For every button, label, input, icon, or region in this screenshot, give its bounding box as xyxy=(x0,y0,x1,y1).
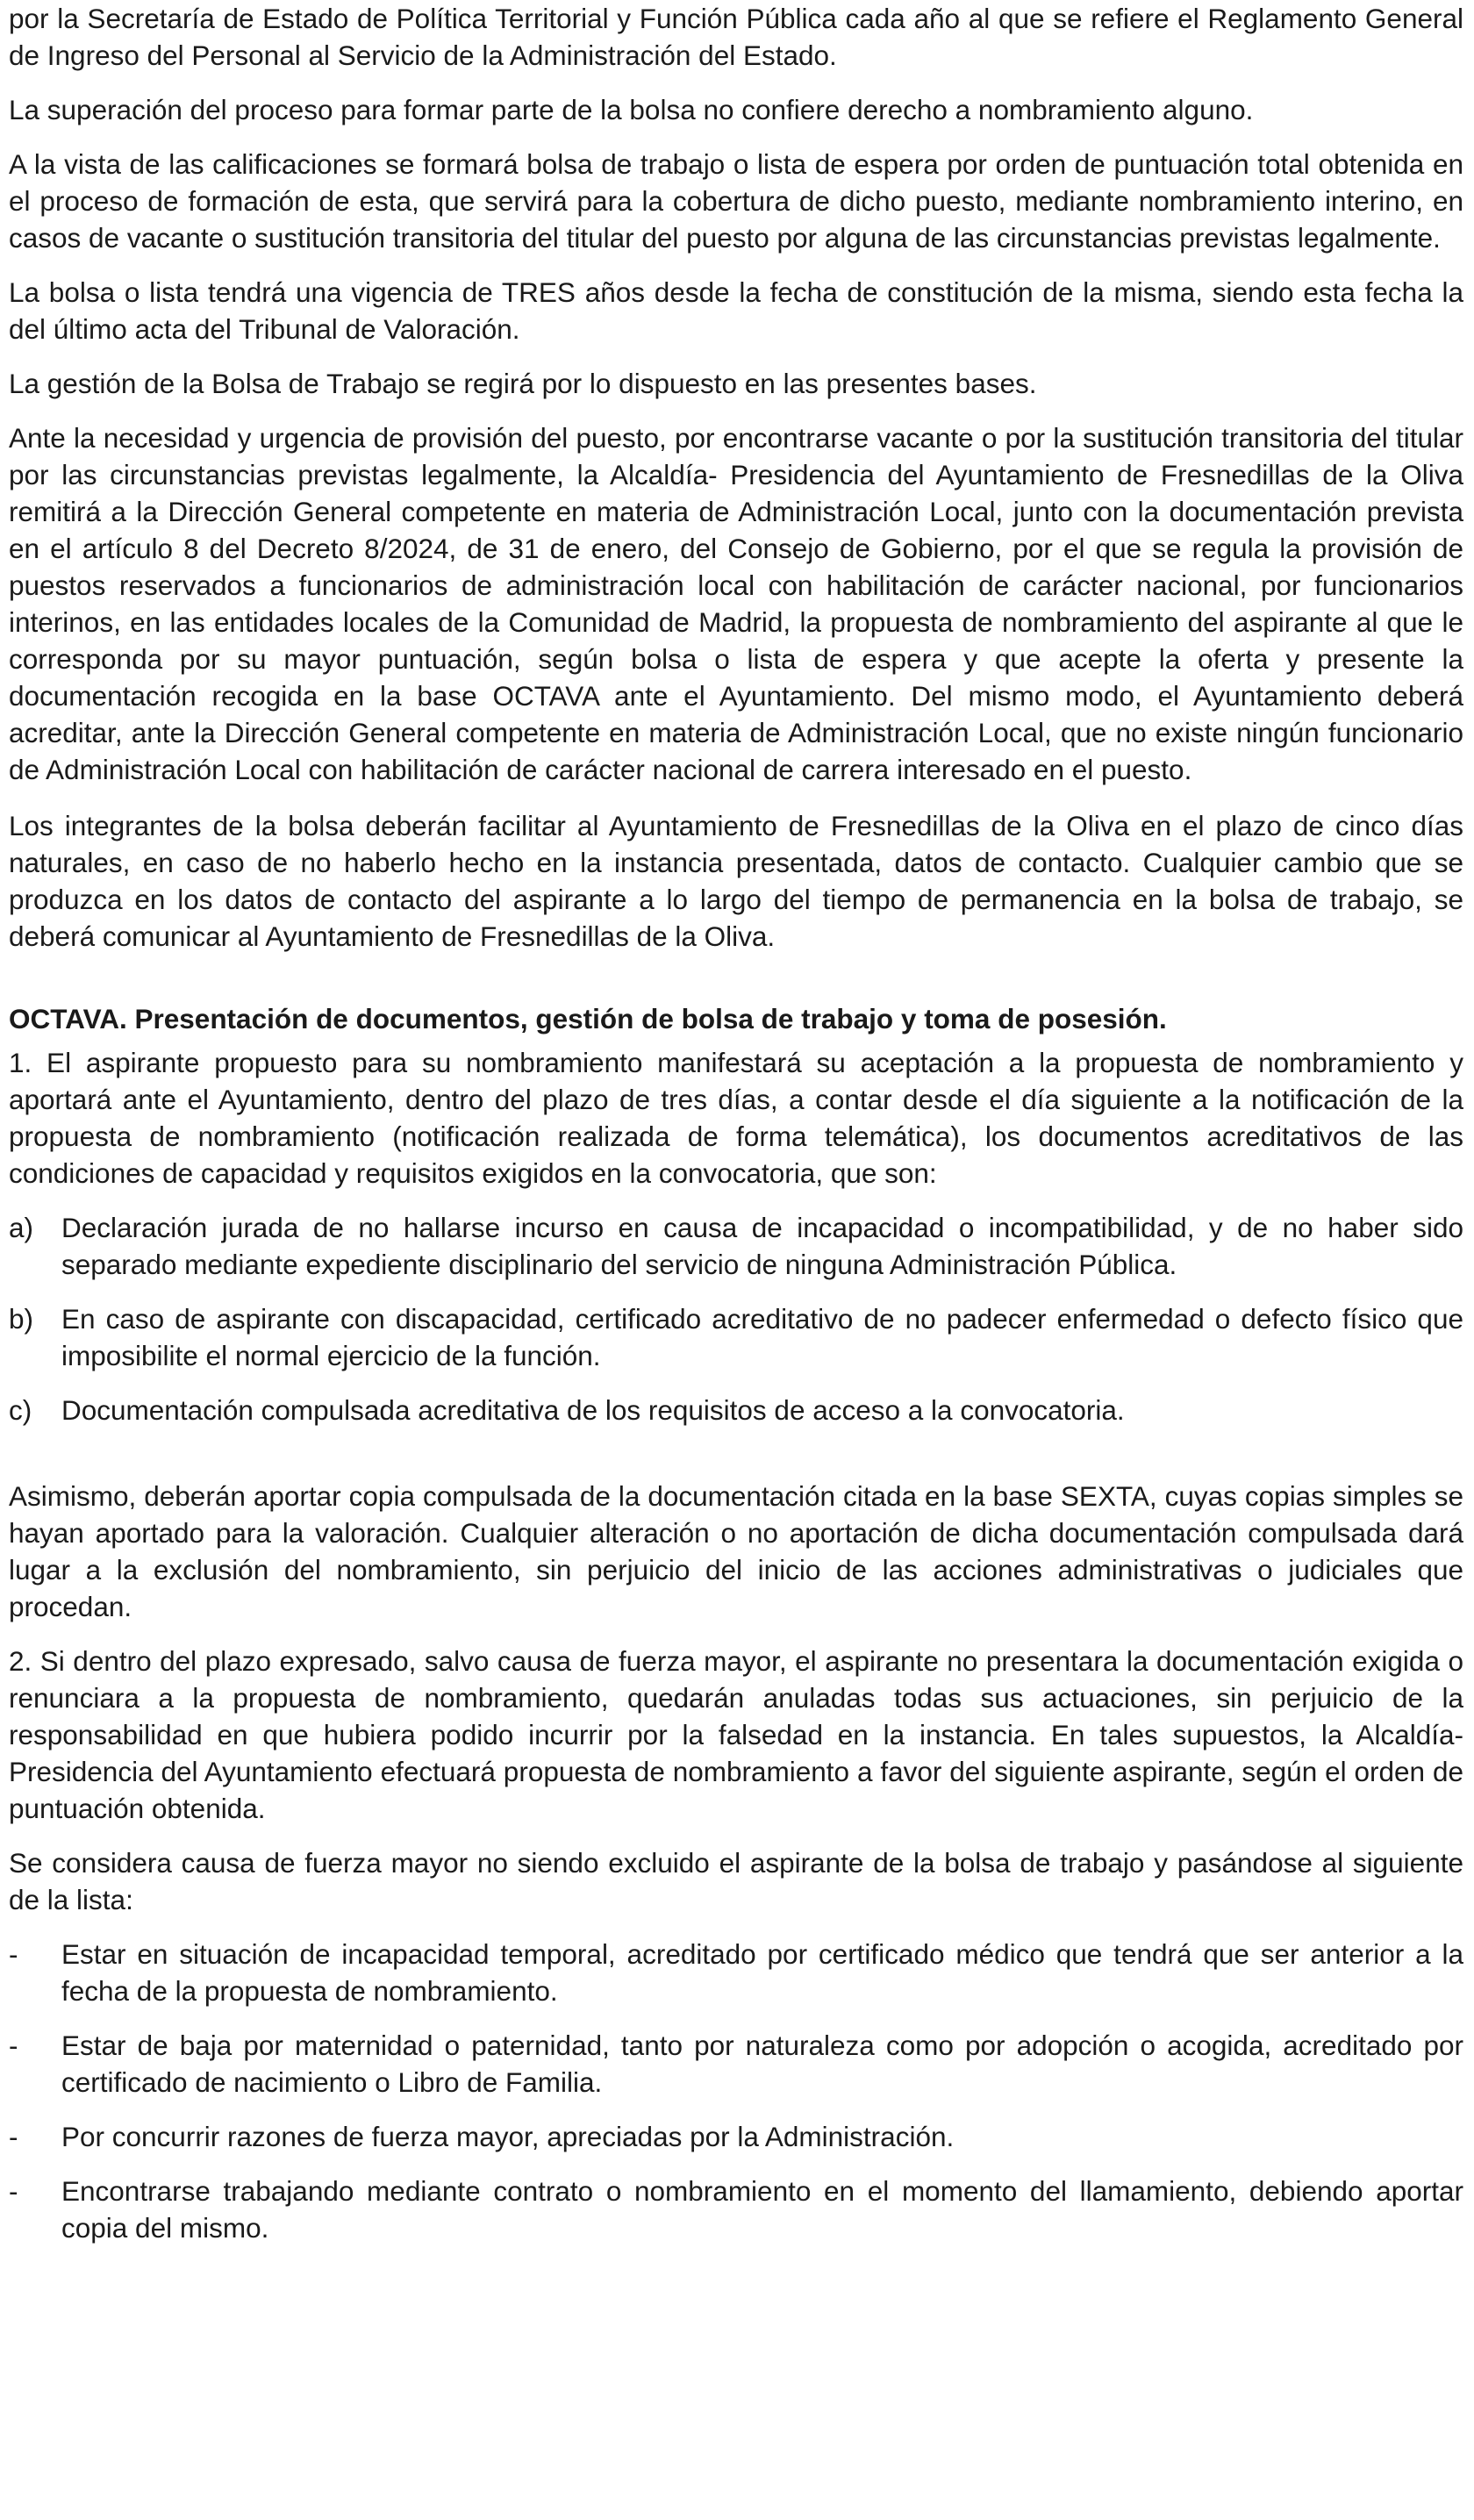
list-marker: a) xyxy=(9,1212,34,1243)
list-item xyxy=(9,2027,1463,2101)
paragraph-vigencia: La bolsa o lista tendrá una vigencia de TRES años desde la fecha de constitución de la misma, siendo esta fecha la del último acta del Tribunal de Valoración. xyxy=(9,276,1463,345)
lettered-list xyxy=(9,1209,1463,1428)
paragraph-no-derecho: La superación del proceso para formar parte de la bolsa no confiere derecho a nombramiento alguno. xyxy=(9,94,1254,125)
list-item xyxy=(9,2173,1463,2246)
dash-list xyxy=(9,1936,1463,2246)
paragraph-fuerza-mayor: Se considera causa de fuerza mayor no siendo excluido el aspirante de la bolsa de trabajo y pasándose al siguiente de la lista: xyxy=(9,1847,1463,1915)
list-item-text: En caso de aspirante con discapacidad, certificado acreditativo de no padecer enfermedad o defecto físico que imposibilite el normal ejercicio de la función. xyxy=(61,1303,1463,1371)
list-item xyxy=(9,1392,1463,1428)
paragraph-contacto: Los integrantes de la bolsa deberán facilitar al Ayuntamiento de Fresnedillas de la Oliva en el plazo de cinco días naturales, en caso de no haberlo hecho en la instancia presentada, datos de contacto. Cualquier cambio que se produzca en los datos de contacto del aspirante a lo largo del tiempo de permanencia en la bolsa de trabajo, se deberá comunicar al Ayuntamiento de Fresnedillas de la Oliva. xyxy=(9,810,1463,952)
paragraph-point-2: 2. Si dentro del plazo expresado, salvo causa de fuerza mayor, el aspirante no presentara la documentación exigida o renunciara a la propuesta de nombramiento, quedarán anuladas todas sus actuaciones, sin perjuicio de la responsabilidad en que hubiera podido incurrir por la falsedad en la instancia. En tales supuestos, la Alcaldía- Presidencia del Ayuntamiento efectuará propuesta de nombramiento a favor del siguiente aspirante, según el orden de puntuación obtenida. xyxy=(9,1645,1463,1824)
list-marker: b) xyxy=(9,1303,34,1335)
list-item-text: Estar en situación de incapacidad temporal, acreditado por certificado médico que tendrá que ser anterior a la fecha de la propuesta de nombramiento. xyxy=(61,1938,1463,2007)
list-item xyxy=(9,1936,1463,2009)
list-item xyxy=(9,1300,1463,1374)
paragraph-bolsa-trabajo: A la vista de las calificaciones se formará bolsa de trabajo o lista de espera por orden de puntuación total obtenida en el proceso de formación de esta, que servirá para la cobertura de dicho puesto, mediante nombramiento interino, en casos de vacante o sustitución transitoria del titular del puesto por alguna de las circunstancias previstas legalmente. xyxy=(9,148,1463,254)
list-item xyxy=(9,1209,1463,1283)
list-marker: - xyxy=(9,2175,18,2207)
list-marker: - xyxy=(9,1938,18,1970)
paragraph-gestion: La gestión de la Bolsa de Trabajo se regirá por lo dispuesto en las presentes bases. xyxy=(9,368,1037,399)
list-item-text: Estar de baja por maternidad o paternidad, tanto por naturaleza como por adopción o acogida, acreditado por certificado de nacimiento o Libro de Familia. xyxy=(61,2030,1463,2098)
list-marker: - xyxy=(9,2030,18,2061)
paragraph-point-1: 1. El aspirante propuesto para su nombramiento manifestará su aceptación a la propuesta de nombramiento y aportará ante el Ayuntamiento, dentro del plazo de tres días, a contar desde el día siguiente a la notificación de la propuesta de nombramiento (notificación realizada de forma telemática), los documentos acreditativos de las condiciones de capacidad y requisitos exigidos en la convocatoria, que son: xyxy=(9,1047,1463,1189)
paragraph-provision: Ante la necesidad y urgencia de provisión del puesto, por encontrarse vacante o por la sustitución transitoria del titular por las circunstancias previstas legalmente, la Alcaldía- Presidencia del Ayuntamiento de Fresnedillas de la Oliva remitirá a la Dirección General competente en materia de Administración Local, junto con la documentación prevista en el artículo 8 del Decreto 8/2024, de 31 de enero, del Consejo de Gobierno, por el que se regula la provisión de puestos reservados a funcionarios de administración local con habilitación de carácter nacional, por funcionarios interinos, en las entidades locales de la Comunidad de Madrid, la propuesta de nombramiento del aspirante al que le corresponda por su mayor puntuación, según bolsa o lista de espera y que acepte la oferta y presente la documentación recogida en la base OCTAVA ante el Ayuntamiento. Del mismo modo, el Ayuntamiento deberá acreditar, ante la Dirección General competente en materia de Administración Local, que no existe ningún funcionario de Administración Local con habilitación de carácter nacional de carrera interesado en el puesto. xyxy=(9,422,1463,785)
list-item-text: Por concurrir razones de fuerza mayor, apreciadas por la Administración. xyxy=(61,2121,955,2152)
section-heading-octava: OCTAVA. Presentación de documentos, gestión de bolsa de trabajo y toma de posesión. xyxy=(9,1003,1167,1034)
paragraph-asimismo: Asimismo, deberán aportar copia compulsada de la documentación citada en la base SEXTA, cuyas copias simples se hayan aportado para la valoración. Cualquier alteración o no aportación de dicha documentación compulsada dará lugar a la exclusión del nombramiento, sin perjuicio del inicio de las acciones administrativas o judiciales que procedan. xyxy=(9,1480,1463,1622)
list-marker: - xyxy=(9,2121,18,2152)
list-item-text: Documentación compulsada acreditativa de los requisitos de acceso a la convocatoria. xyxy=(61,1394,1125,1426)
list-item-text: Encontrarse trabajando mediante contrato o nombramiento en el momento del llamamiento, debiendo aportar copia del mismo. xyxy=(61,2175,1463,2244)
list-item-text: Declaración jurada de no hallarse incurso en causa de incapacidad o incompatibilidad, y de no haber sido separado mediante expediente disciplinario del servicio de ninguna Administración Pública. xyxy=(61,1212,1463,1280)
document-page xyxy=(9,0,1463,2246)
paragraph-secretaria: por la Secretaría de Estado de Política Territorial y Función Pública cada año al que se refiere el Reglamento General de Ingreso del Personal al Servicio de la Administración del Estado. xyxy=(9,3,1463,71)
list-item xyxy=(9,2118,1463,2155)
list-marker: c) xyxy=(9,1394,32,1426)
